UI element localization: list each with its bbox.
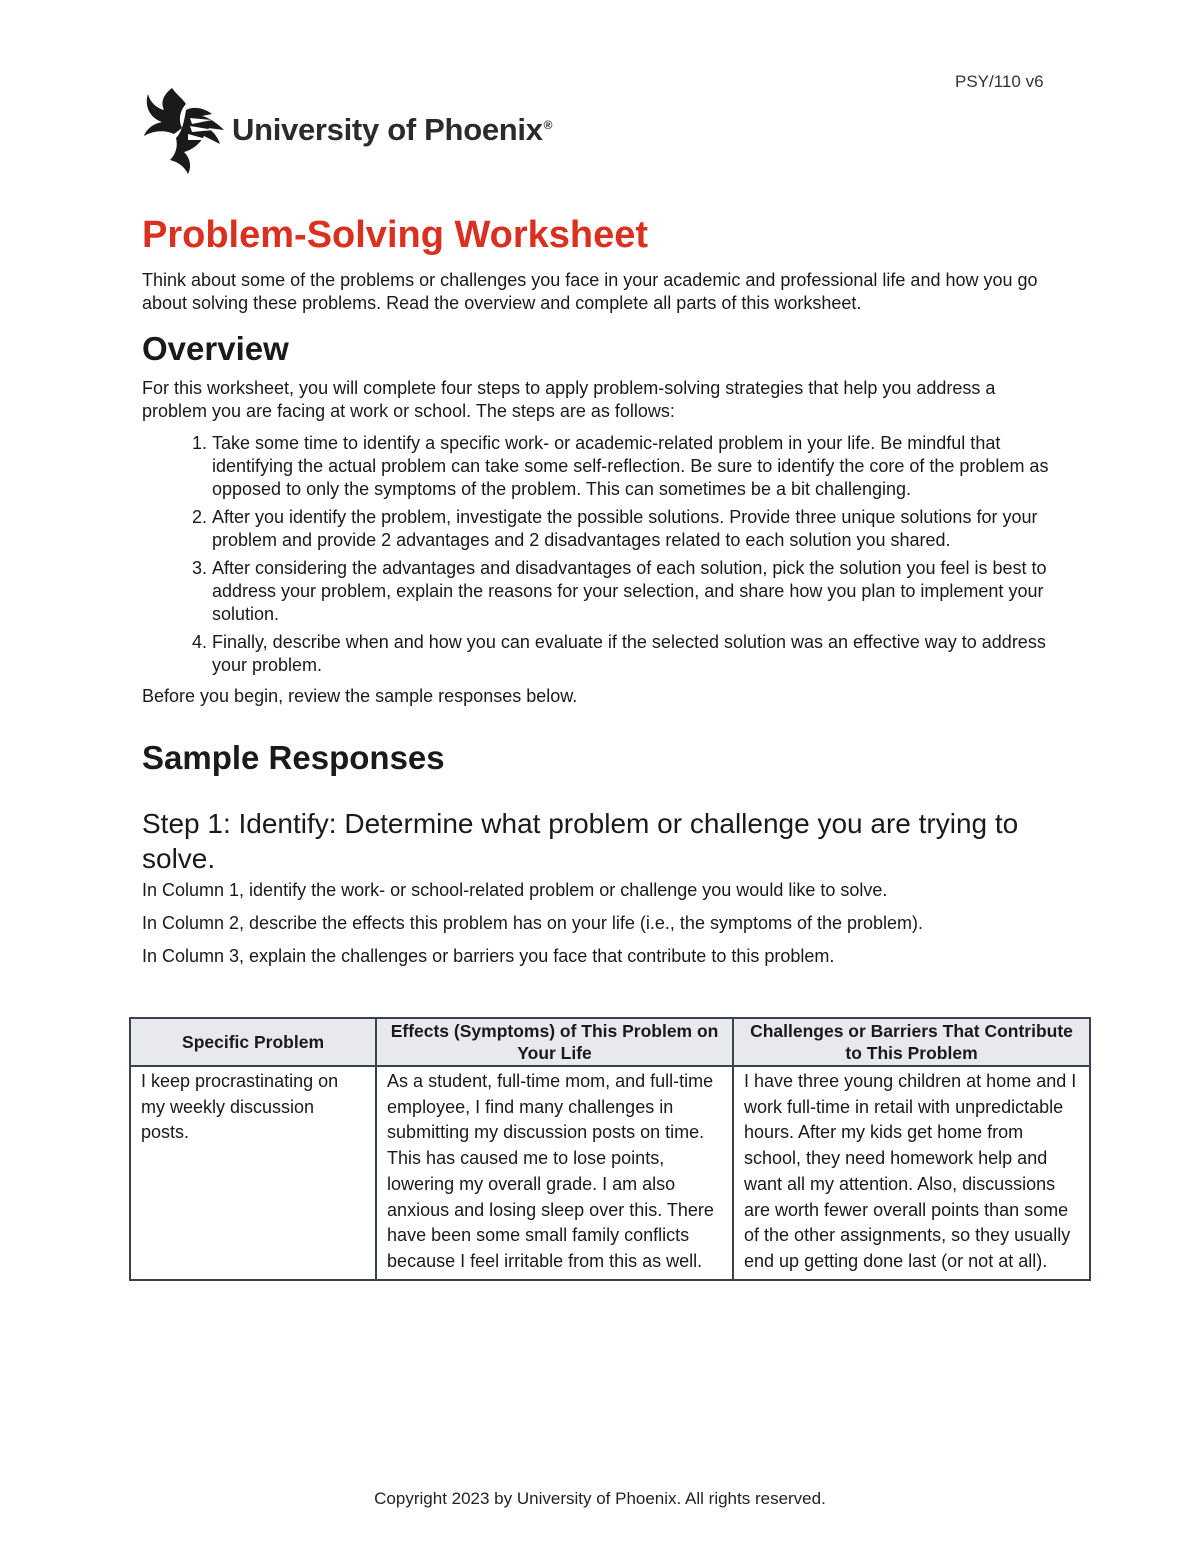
step-item: 2. After you identify the problem, investigate the possible solutions. Provide three unique solutions for your problem and provide 2 advantages and 2 disadvantages related to each solution you shared. xyxy=(212,506,1062,552)
before-you-begin: Before you begin, review the sample responses below. xyxy=(142,686,578,706)
document-body xyxy=(142,212,1062,968)
university-logo xyxy=(142,84,552,176)
step-item: 3. After considering the advantages and disadvantages of each solution, pick the solution you feel is best to address your problem, explain the reasons for your selection, and share how you plan to implement your solution. xyxy=(212,557,1062,626)
header-specific-problem: Specific Problem xyxy=(130,1018,376,1066)
step-item: 1. Take some time to identify a specific work- or academic-related problem in your life. Be mindful that identifying the actual problem can take some self-reflection. Be sure to identify the core of the problem as opposed to only the symptoms of the problem. This can sometimes be a bit challenging. xyxy=(212,432,1062,501)
intro-paragraph: Think about some of the problems or challenges you face in your academic and professional life and how you go about solving these problems. Read the overview and complete all parts of this worksheet. xyxy=(142,270,1038,313)
sample-response-table xyxy=(129,1017,1091,1281)
table-row xyxy=(130,1066,1090,1280)
column1-instruction: In Column 1, identify the work- or school-related problem or challenge you would like to solve. xyxy=(142,880,888,900)
header-challenges: Challenges or Barriers That Contribute to This Problem xyxy=(733,1018,1090,1066)
copyright-footer: Copyright 2023 by University of Phoenix. All rights reserved. xyxy=(374,1489,826,1508)
phoenix-bird-icon xyxy=(142,84,226,176)
step1-heading: Step 1: Identify: Determine what problem or challenge you are trying to solve. xyxy=(142,808,1019,874)
table-header-row xyxy=(130,1018,1090,1066)
registered-mark: ® xyxy=(543,117,553,132)
logo-text: University of Phoenix® xyxy=(232,112,553,147)
sample-responses-heading: Sample Responses xyxy=(142,739,445,776)
cell-challenges: I have three young children at home and I work full-time in retail with unpredictable hours. After my kids get home from school, they need homework help and want all my attention. Also, discussions are worth fewer overall points than some of the other assignments, so they usually end up getting done last (or not at all). xyxy=(733,1066,1090,1280)
column2-instruction: In Column 2, describe the effects this problem has on your life (i.e., the symptoms of the problem). xyxy=(142,913,924,933)
column3-instruction: In Column 3, explain the challenges or barriers you face that contribute to this problem. xyxy=(142,946,835,966)
cell-effects: As a student, full-time mom, and full-time employee, I find many challenges in submitting my discussion posts on time. This has caused me to lose points, lowering my overall grade. I am also anxious and losing sleep over this. There have been some small family conflicts because I feel irritable from this as well. xyxy=(376,1066,733,1280)
header-effects: Effects (Symptoms) of This Problem on Your Life xyxy=(376,1018,733,1066)
overview-heading: Overview xyxy=(142,330,289,367)
page-title: Problem-Solving Worksheet xyxy=(142,214,649,256)
steps-list xyxy=(142,432,1062,677)
cell-specific-problem: I keep procrastinating on my weekly discussion posts. xyxy=(130,1066,376,1280)
step-item: 4. Finally, describe when and how you can evaluate if the selected solution was an effective way to address your problem. xyxy=(212,631,1062,677)
course-code: PSY/110 v6 xyxy=(955,72,1044,91)
overview-paragraph: For this worksheet, you will complete four steps to apply problem-solving strategies that help you address a problem you are facing at work or school. The steps are as follows: xyxy=(142,378,996,421)
